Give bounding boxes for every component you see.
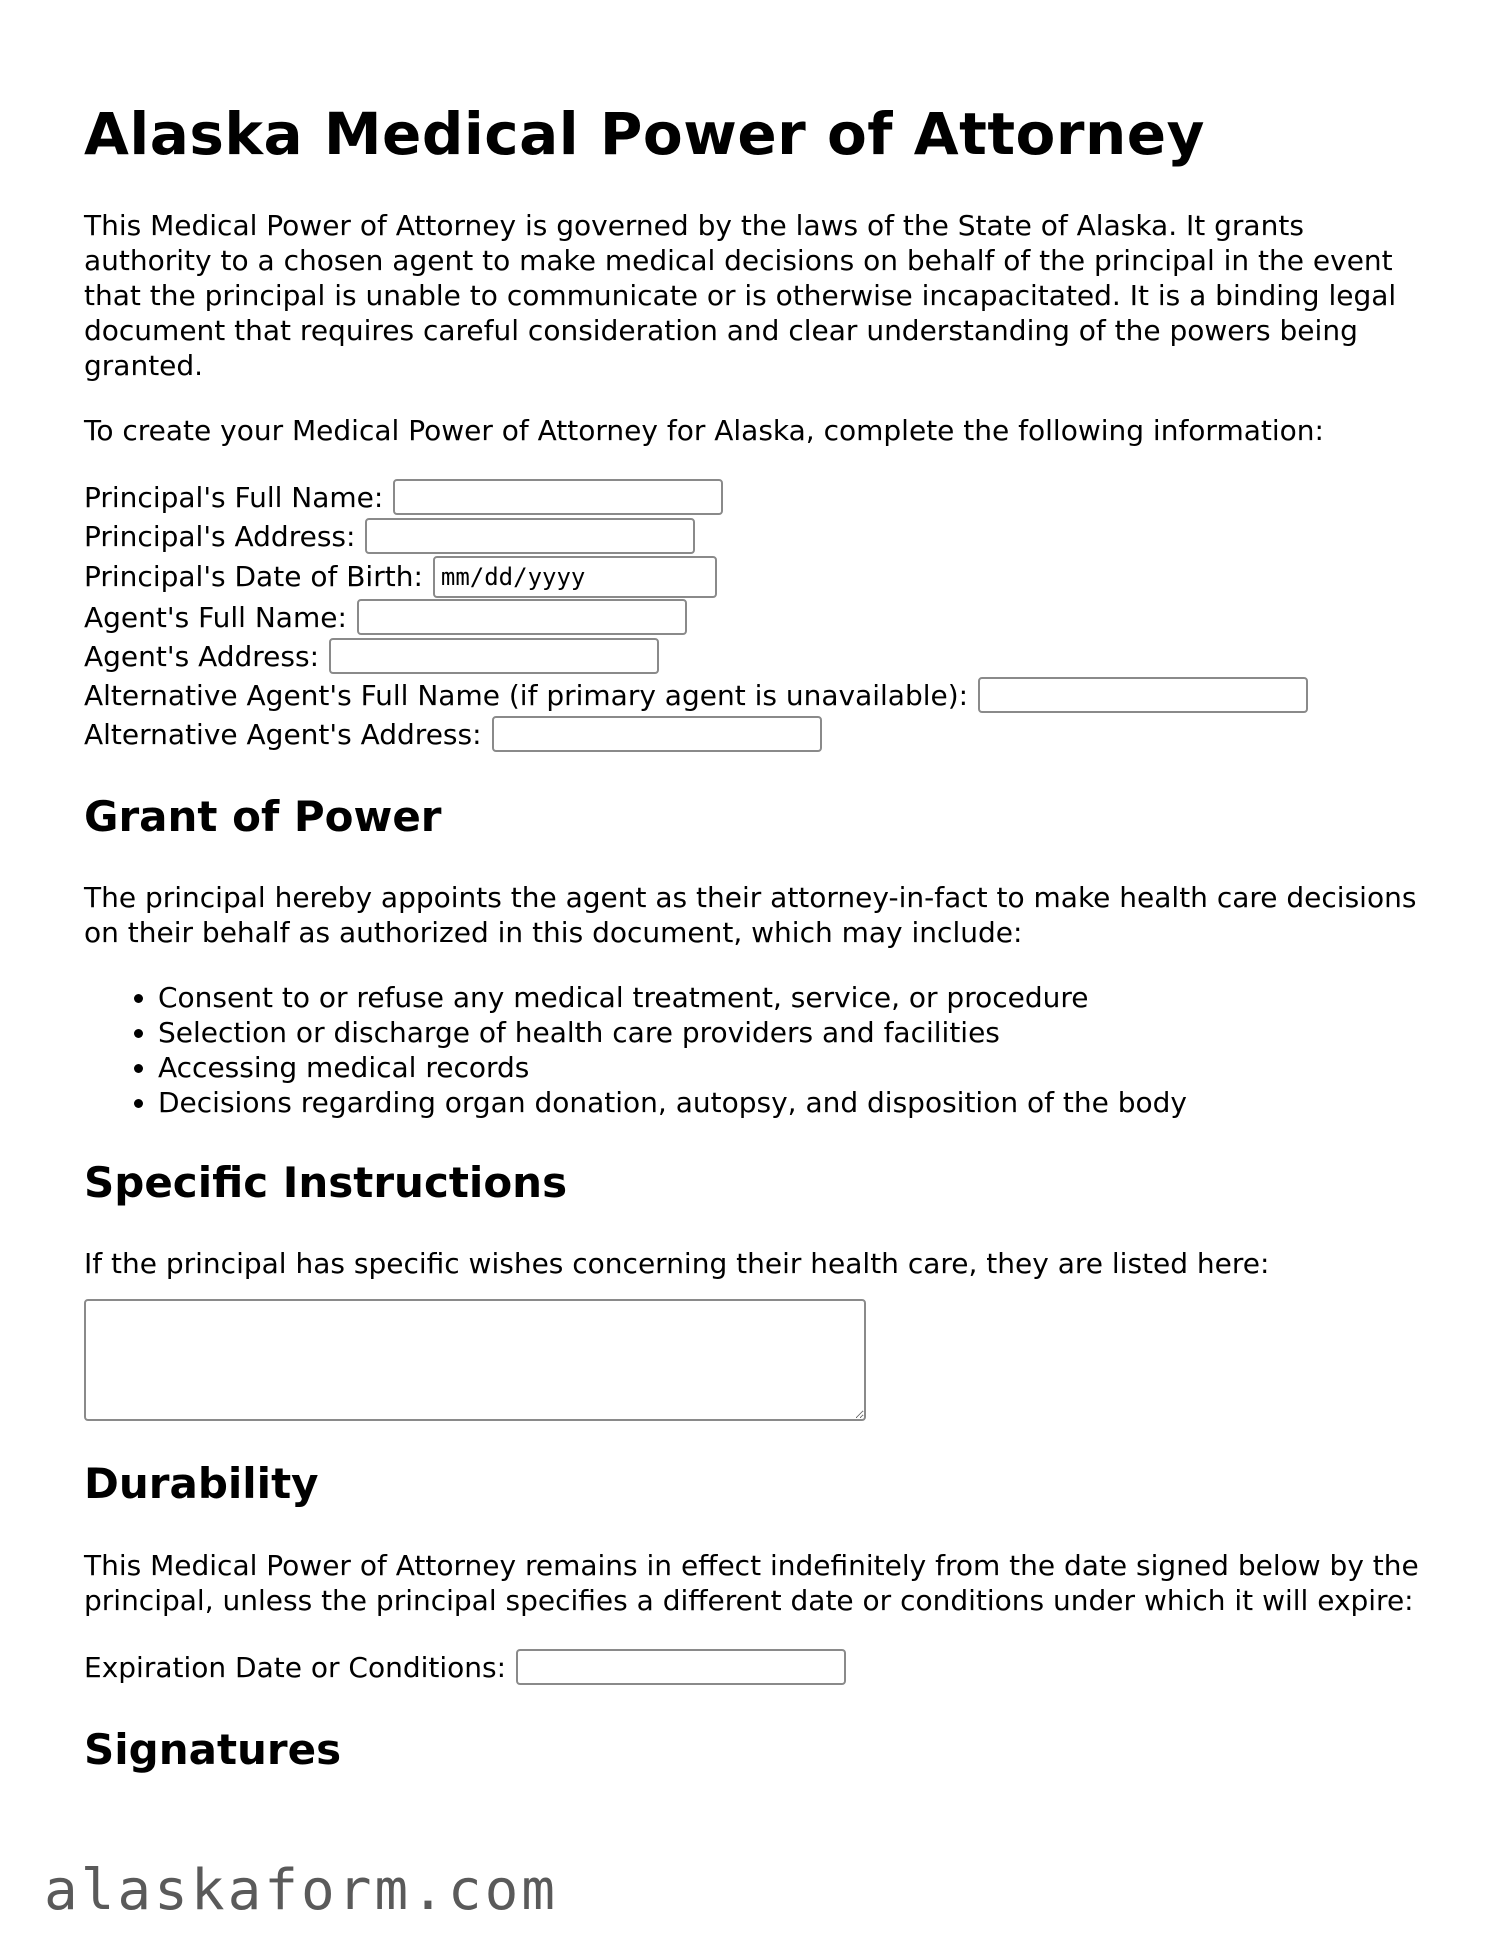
signatures-heading: Signatures (84, 1724, 342, 1774)
agent-address-label: Agent's Address: (84, 639, 320, 673)
agent-address-input[interactable] (329, 638, 659, 674)
principal-dob-row (84, 556, 1420, 598)
expiration-input[interactable] (516, 1649, 846, 1685)
intro-paragraph: This Medical Power of Attorney is governed by the laws of the State of Alaska. It grants authority to a chosen agent to make medical decisions on behalf of the principal in the event that the principal is unable to communicate or is otherwise incapacitated. It is a binding legal document that requires careful consideration and clear understanding of the powers being granted. (84, 208, 1397, 382)
alt-agent-name-row (84, 676, 1420, 715)
list-item: • Consent to or refuse any medical treatment, service, or procedure (158, 980, 1420, 1015)
agent-name-input[interactable] (357, 599, 687, 635)
grant-heading: Grant of Power (84, 791, 442, 841)
alt-agent-address-row (84, 715, 1420, 754)
specific-instructions-textarea[interactable] (84, 1299, 866, 1421)
watermark-text: alaskaform.com (44, 1858, 559, 1923)
principal-address-row (84, 517, 1420, 556)
principal-name-input[interactable] (393, 479, 723, 515)
agent-name-row (84, 598, 1420, 637)
principal-name-row (84, 478, 1420, 517)
expiration-label: Expiration Date or Conditions: (84, 1650, 507, 1684)
grant-paragraph: The principal hereby appoints the agent as their attorney-in-fact to make health care decisions on their behalf as authorized in this document, which may include: (84, 880, 1417, 949)
principal-name-label: Principal's Full Name: (84, 480, 384, 514)
durability-paragraph: This Medical Power of Attorney remains in effect indefinitely from the date signed below by the principal, unless the principal specifies a different date or conditions under which it will expire: (84, 1548, 1419, 1617)
durability-heading: Durability (84, 1459, 319, 1509)
principal-agent-fields (84, 478, 1420, 754)
list-item: • Decisions regarding organ donation, autopsy, and disposition of the body (158, 1085, 1420, 1120)
list-item: • Accessing medical records (158, 1050, 1420, 1085)
page-title: Alaska Medical Power of Attorney (84, 100, 1205, 168)
alt-agent-address-input[interactable] (492, 716, 822, 752)
list-item: • Selection or discharge of health care providers and facilities (158, 1015, 1420, 1050)
instruction-paragraph: To create your Medical Power of Attorney for Alaska, complete the following information: (84, 413, 1324, 447)
agent-name-label: Agent's Full Name: (84, 600, 347, 634)
principal-dob-label: Principal's Date of Birth: (84, 560, 423, 594)
specific-paragraph: If the principal has specific wishes concerning their health care, they are listed here: (84, 1247, 1270, 1281)
expiration-row (84, 1648, 1420, 1687)
specific-heading: Specific Instructions (84, 1157, 568, 1207)
grant-list (84, 980, 1420, 1120)
alt-agent-name-label: Alternative Agent's Full Name (if primary agent is unavailable): (84, 678, 969, 712)
agent-address-row (84, 637, 1420, 676)
alt-agent-name-input[interactable] (978, 677, 1308, 713)
principal-dob-input[interactable] (433, 556, 717, 598)
principal-address-label: Principal's Address: (84, 519, 356, 553)
principal-address-input[interactable] (365, 518, 695, 554)
alt-agent-address-label: Alternative Agent's Address: (84, 717, 482, 751)
